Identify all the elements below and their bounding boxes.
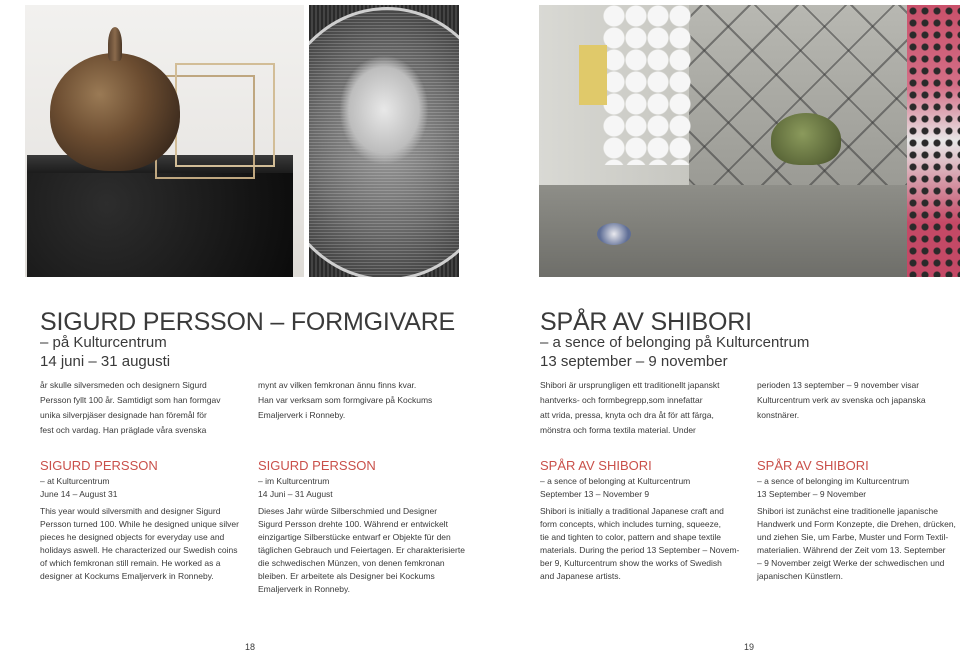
right-de-body: Shibori ist zunächst eine traditionelle japanische Handwerk und Form Konzepte, die Drehen, drücken, und ziehen Sie, um Farbe, Muster und Form Textil- materialien. Während der Zeit vom 13. September – 9 November zeigt Werke der schwedischen und japanischen Künstlern. xyxy=(757,506,956,581)
left-page-title: SIGURD PERSSON – FORMGIVARE xyxy=(40,308,456,336)
right-page-subtitle: – a sence of belonging på Kulturcentrum xyxy=(540,334,810,351)
right-sv-column-1: Shibori är ursprungligen ett traditionellt japanskt hantverks- och formbegrepp,som innefattar att vrida, pressa, knyta och dra åt för att färga, mönstra och forma textila material. Under xyxy=(540,380,720,435)
right-de-heading: SPÅR AV SHIBORI xyxy=(757,458,869,473)
right-de-meta: – a sence of belonging im Kulturcentrum 13 September – 9 November xyxy=(757,476,910,499)
left-en-heading: SIGURD PERSSON xyxy=(40,458,158,473)
bronze-vessel xyxy=(50,53,180,171)
left-page-dates: 14 juni – 31 augusti xyxy=(40,353,171,370)
left-en-meta: – at Kulturcentrum June 14 – August 31 xyxy=(40,476,118,499)
left-sv-column-2: mynt av vilken femkronan ännu finns kvar. Han var verksam som formgivare på Kockums Emaljerverk i Ronneby. xyxy=(258,380,433,420)
left-page-number: 18 xyxy=(245,642,256,652)
hanging-circles xyxy=(603,5,691,165)
left-sv-column-1: år skulle silversmeden och designern Sigurd Persson fyllt 100 år. Samtidigt som han formgav unika silverpjäser designade han föremål för fest och vardag. Han präglade våra svenska xyxy=(40,380,221,435)
left-page-subtitle: – på Kulturcentrum xyxy=(40,334,167,351)
right-en-body: Shibori is initially a traditional Japanese craft and form concepts, which includes turning, squeeze, tie and tighten to color, pattern and shape textile materials. During the period 13 September – Novem- ber 9, Kulturcentrum show the works of Swedish and Japanese artists. xyxy=(540,506,740,581)
photo-silver-vessel-and-cube xyxy=(25,5,304,277)
right-sv-column-2: perioden 13 september – 9 november visar Kulturcentrum verk av svenska och japanska konstnärer. xyxy=(757,380,926,420)
right-en-heading: SPÅR AV SHIBORI xyxy=(540,458,652,473)
green-textile-object xyxy=(771,113,841,165)
right-page-number: 19 xyxy=(744,642,755,652)
right-page-title: SPÅR AV SHIBORI xyxy=(540,308,752,336)
left-en-body: This year would silversmith and designer Sigurd Persson turned 100. While he designed unique silver pieces he designed objects for everyday use and holidays aswell. He characterized our Swedish coins of which femkronan still remain. He worked as a designer at Kockums Emaljerverk in Ronneby. xyxy=(40,506,239,581)
left-de-body: Dieses Jahr würde Silberschmied und Designer Sigurd Persson drehte 100. Während er entwickelt einzigartige Silberstücke entwarf er Objekte für den täglichen Gebrauch und Feiertagen. Er charakterisierte die schwedischen Münzen, von denen femkronan bleiben. Er arbeitete als Designer bei Kockums Emaljerverk in Ronneby. xyxy=(258,506,465,594)
photo-coin-engraving xyxy=(309,5,459,277)
left-de-meta: – im Kulturcentrum 14 Juni – 31 August xyxy=(258,476,333,499)
photo-shibori-installation xyxy=(539,5,960,277)
right-en-meta: – a sence of belonging at Kulturcentrum September 13 – November 9 xyxy=(540,476,691,499)
left-de-heading: SIGURD PERSSON xyxy=(258,458,376,473)
right-page-dates: 13 september – 9 november xyxy=(540,353,728,370)
